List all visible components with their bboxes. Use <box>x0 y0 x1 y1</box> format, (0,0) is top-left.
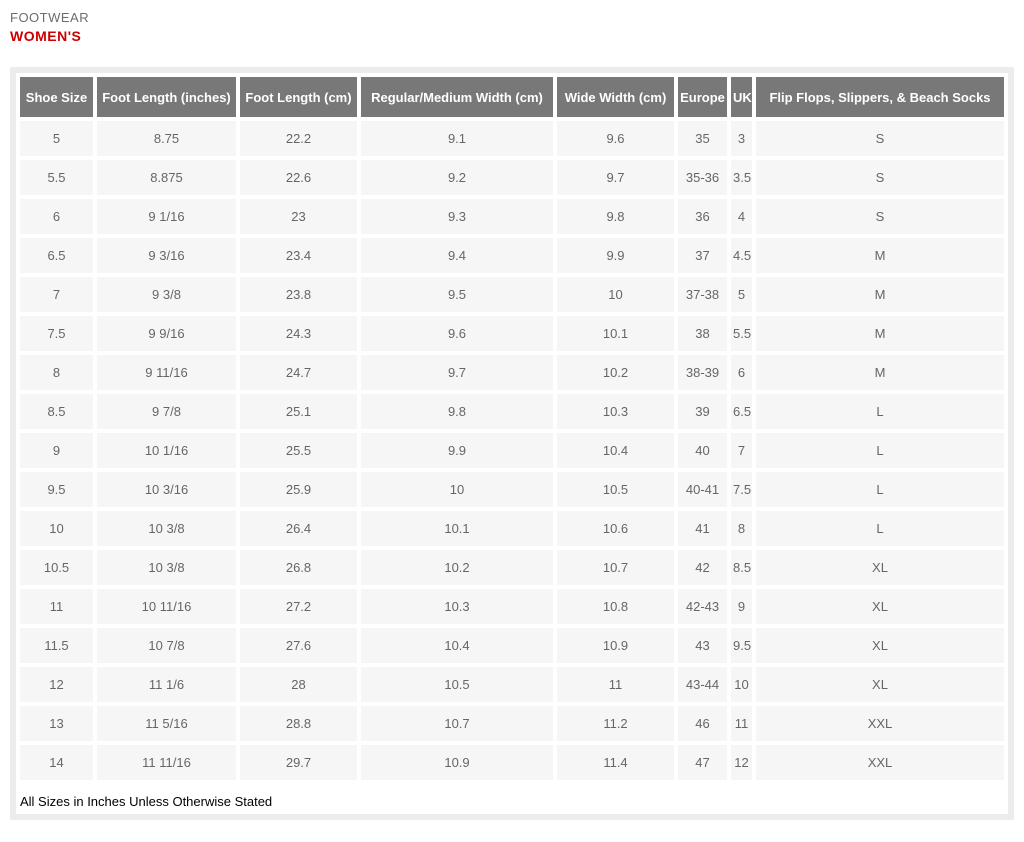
table-cell: 9.2 <box>361 160 553 195</box>
table-cell: 9.5 <box>20 472 93 507</box>
page-title: WOMEN'S <box>10 27 82 44</box>
table-cell: 7.5 <box>731 472 752 507</box>
table-cell: L <box>756 511 1004 546</box>
table-cell: 7 <box>731 433 752 468</box>
table-cell: 38-39 <box>678 355 727 390</box>
table-cell: 9.4 <box>361 238 553 273</box>
table-cell: 43 <box>678 628 727 663</box>
footnote: All Sizes in Inches Unless Otherwise Stated <box>20 794 273 809</box>
table-cell: XL <box>756 667 1004 702</box>
table-cell: 9.7 <box>361 355 553 390</box>
table-row <box>20 199 1004 234</box>
table-cell: 10.8 <box>557 589 674 624</box>
table-cell: 11 <box>557 667 674 702</box>
table-cell: 11.2 <box>557 706 674 741</box>
table-cell: 47 <box>678 745 727 780</box>
table-cell: 28 <box>240 667 357 702</box>
table-cell: 28.8 <box>240 706 357 741</box>
table-cell: 10 3/16 <box>97 472 236 507</box>
table-cell: 24.3 <box>240 316 357 351</box>
size-chart-container <box>10 67 1014 820</box>
table-cell: 7 <box>20 277 93 312</box>
table-cell: 10.2 <box>361 550 553 585</box>
table-cell: 9 11/16 <box>97 355 236 390</box>
table-cell: 9 1/16 <box>97 199 236 234</box>
table-cell: 10.4 <box>361 628 553 663</box>
table-cell: 22.6 <box>240 160 357 195</box>
table-cell: 35 <box>678 121 727 156</box>
table-cell: 5 <box>731 277 752 312</box>
table-cell: 9 <box>20 433 93 468</box>
table-cell: 7.5 <box>20 316 93 351</box>
table-cell: 9 7/8 <box>97 394 236 429</box>
table-cell: 38 <box>678 316 727 351</box>
table-cell: 11 11/16 <box>97 745 236 780</box>
table-cell: 8.875 <box>97 160 236 195</box>
table-cell: 8.5 <box>731 550 752 585</box>
table-cell: 23 <box>240 199 357 234</box>
table-cell: 22.2 <box>240 121 357 156</box>
table-row <box>20 238 1004 273</box>
table-cell: XXL <box>756 745 1004 780</box>
table-cell: 9.5 <box>731 628 752 663</box>
table-cell: 10 <box>361 472 553 507</box>
table-cell: 10 7/8 <box>97 628 236 663</box>
table-cell: 10.1 <box>557 316 674 351</box>
table-cell: 9.3 <box>361 199 553 234</box>
table-cell: 10.6 <box>557 511 674 546</box>
column-header: UK <box>731 77 752 117</box>
table-row <box>20 667 1004 702</box>
table-cell: 41 <box>678 511 727 546</box>
table-cell: 6.5 <box>731 394 752 429</box>
table-cell: 27.6 <box>240 628 357 663</box>
table-cell: 10 1/16 <box>97 433 236 468</box>
table-cell: 10.1 <box>361 511 553 546</box>
table-cell: M <box>756 316 1004 351</box>
table-row <box>20 589 1004 624</box>
column-header: Wide Width (cm) <box>557 77 674 117</box>
table-row <box>20 277 1004 312</box>
table-cell: XL <box>756 550 1004 585</box>
table-cell: 8.75 <box>97 121 236 156</box>
table-cell: S <box>756 121 1004 156</box>
table-row <box>20 472 1004 507</box>
table-cell: 37 <box>678 238 727 273</box>
table-row <box>20 745 1004 780</box>
table-cell: 26.4 <box>240 511 357 546</box>
table-cell: 35-36 <box>678 160 727 195</box>
table-cell: 5 <box>20 121 93 156</box>
table-cell: 11.4 <box>557 745 674 780</box>
table-cell: 11 1/6 <box>97 667 236 702</box>
table-cell: 25.1 <box>240 394 357 429</box>
table-cell: 9.6 <box>361 316 553 351</box>
table-cell: 11 <box>731 706 752 741</box>
table-cell: 9.8 <box>557 199 674 234</box>
table-cell: 4.5 <box>731 238 752 273</box>
table-cell: 46 <box>678 706 727 741</box>
size-table-body <box>20 121 1004 780</box>
table-cell: 9.9 <box>557 238 674 273</box>
table-cell: 36 <box>678 199 727 234</box>
table-cell: 8.5 <box>20 394 93 429</box>
table-cell: 9.6 <box>557 121 674 156</box>
table-cell: 9.5 <box>361 277 553 312</box>
table-cell: 9 3/16 <box>97 238 236 273</box>
table-cell: 9 <box>731 589 752 624</box>
table-cell: L <box>756 433 1004 468</box>
table-cell: M <box>756 238 1004 273</box>
table-cell: 10 <box>557 277 674 312</box>
page-header <box>0 0 1024 44</box>
table-cell: 10.7 <box>361 706 553 741</box>
table-row <box>20 628 1004 663</box>
table-cell: 8 <box>20 355 93 390</box>
table-cell: 11 <box>20 589 93 624</box>
table-cell: M <box>756 355 1004 390</box>
table-cell: 10 <box>20 511 93 546</box>
table-cell: 25.5 <box>240 433 357 468</box>
table-cell: 10 3/8 <box>97 550 236 585</box>
table-cell: 14 <box>20 745 93 780</box>
table-cell: 13 <box>20 706 93 741</box>
table-row <box>20 550 1004 585</box>
size-chart-table <box>16 73 1008 784</box>
table-cell: 10.5 <box>557 472 674 507</box>
table-cell: 9.7 <box>557 160 674 195</box>
table-row <box>20 511 1004 546</box>
table-cell: 9 3/8 <box>97 277 236 312</box>
column-header: Shoe Size <box>20 77 93 117</box>
table-cell: 10.3 <box>361 589 553 624</box>
table-cell: 9.1 <box>361 121 553 156</box>
table-cell: XL <box>756 589 1004 624</box>
table-row <box>20 121 1004 156</box>
table-cell: 37-38 <box>678 277 727 312</box>
table-cell: 25.9 <box>240 472 357 507</box>
table-cell: L <box>756 472 1004 507</box>
table-cell: 10 11/16 <box>97 589 236 624</box>
table-cell: 10 <box>731 667 752 702</box>
table-row <box>20 355 1004 390</box>
table-cell: 6 <box>731 355 752 390</box>
table-cell: 3.5 <box>731 160 752 195</box>
column-header: Foot Length (inches) <box>97 77 236 117</box>
table-cell: 4 <box>731 199 752 234</box>
table-cell: 10.7 <box>557 550 674 585</box>
table-cell: 42 <box>678 550 727 585</box>
table-cell: 40 <box>678 433 727 468</box>
table-cell: 27.2 <box>240 589 357 624</box>
table-cell: 10.2 <box>557 355 674 390</box>
table-cell: 10 3/8 <box>97 511 236 546</box>
header-row <box>20 77 1004 117</box>
table-cell: 5.5 <box>731 316 752 351</box>
table-cell: 24.7 <box>240 355 357 390</box>
table-cell: 9 9/16 <box>97 316 236 351</box>
table-cell: L <box>756 394 1004 429</box>
table-cell: 9.9 <box>361 433 553 468</box>
table-cell: 11.5 <box>20 628 93 663</box>
table-cell: 10.9 <box>557 628 674 663</box>
table-row <box>20 394 1004 429</box>
table-cell: 40-41 <box>678 472 727 507</box>
table-cell: S <box>756 160 1004 195</box>
table-cell: 10.9 <box>361 745 553 780</box>
column-header: Foot Length (cm) <box>240 77 357 117</box>
table-cell: 43-44 <box>678 667 727 702</box>
table-cell: 3 <box>731 121 752 156</box>
table-cell: 6.5 <box>20 238 93 273</box>
column-header: Europe <box>678 77 727 117</box>
table-cell: 5.5 <box>20 160 93 195</box>
table-cell: XXL <box>756 706 1004 741</box>
table-row <box>20 706 1004 741</box>
table-cell: 12 <box>731 745 752 780</box>
table-cell: 29.7 <box>240 745 357 780</box>
table-row <box>20 160 1004 195</box>
column-header: Flip Flops, Slippers, & Beach Socks <box>756 77 1004 117</box>
table-cell: 39 <box>678 394 727 429</box>
table-cell: 26.8 <box>240 550 357 585</box>
table-cell: 10.5 <box>361 667 553 702</box>
category-label: FOOTWEAR <box>10 10 90 25</box>
column-header: Regular/Medium Width (cm) <box>361 77 553 117</box>
table-cell: S <box>756 199 1004 234</box>
table-cell: XL <box>756 628 1004 663</box>
table-cell: 11 5/16 <box>97 706 236 741</box>
table-cell: 42-43 <box>678 589 727 624</box>
table-cell: 9.8 <box>361 394 553 429</box>
table-cell: 23.8 <box>240 277 357 312</box>
table-row <box>20 433 1004 468</box>
table-cell: 8 <box>731 511 752 546</box>
table-cell: 10.3 <box>557 394 674 429</box>
table-cell: 10.4 <box>557 433 674 468</box>
table-cell: 23.4 <box>240 238 357 273</box>
table-cell: 10.5 <box>20 550 93 585</box>
table-cell: M <box>756 277 1004 312</box>
table-cell: 6 <box>20 199 93 234</box>
table-cell: 12 <box>20 667 93 702</box>
table-row <box>20 316 1004 351</box>
